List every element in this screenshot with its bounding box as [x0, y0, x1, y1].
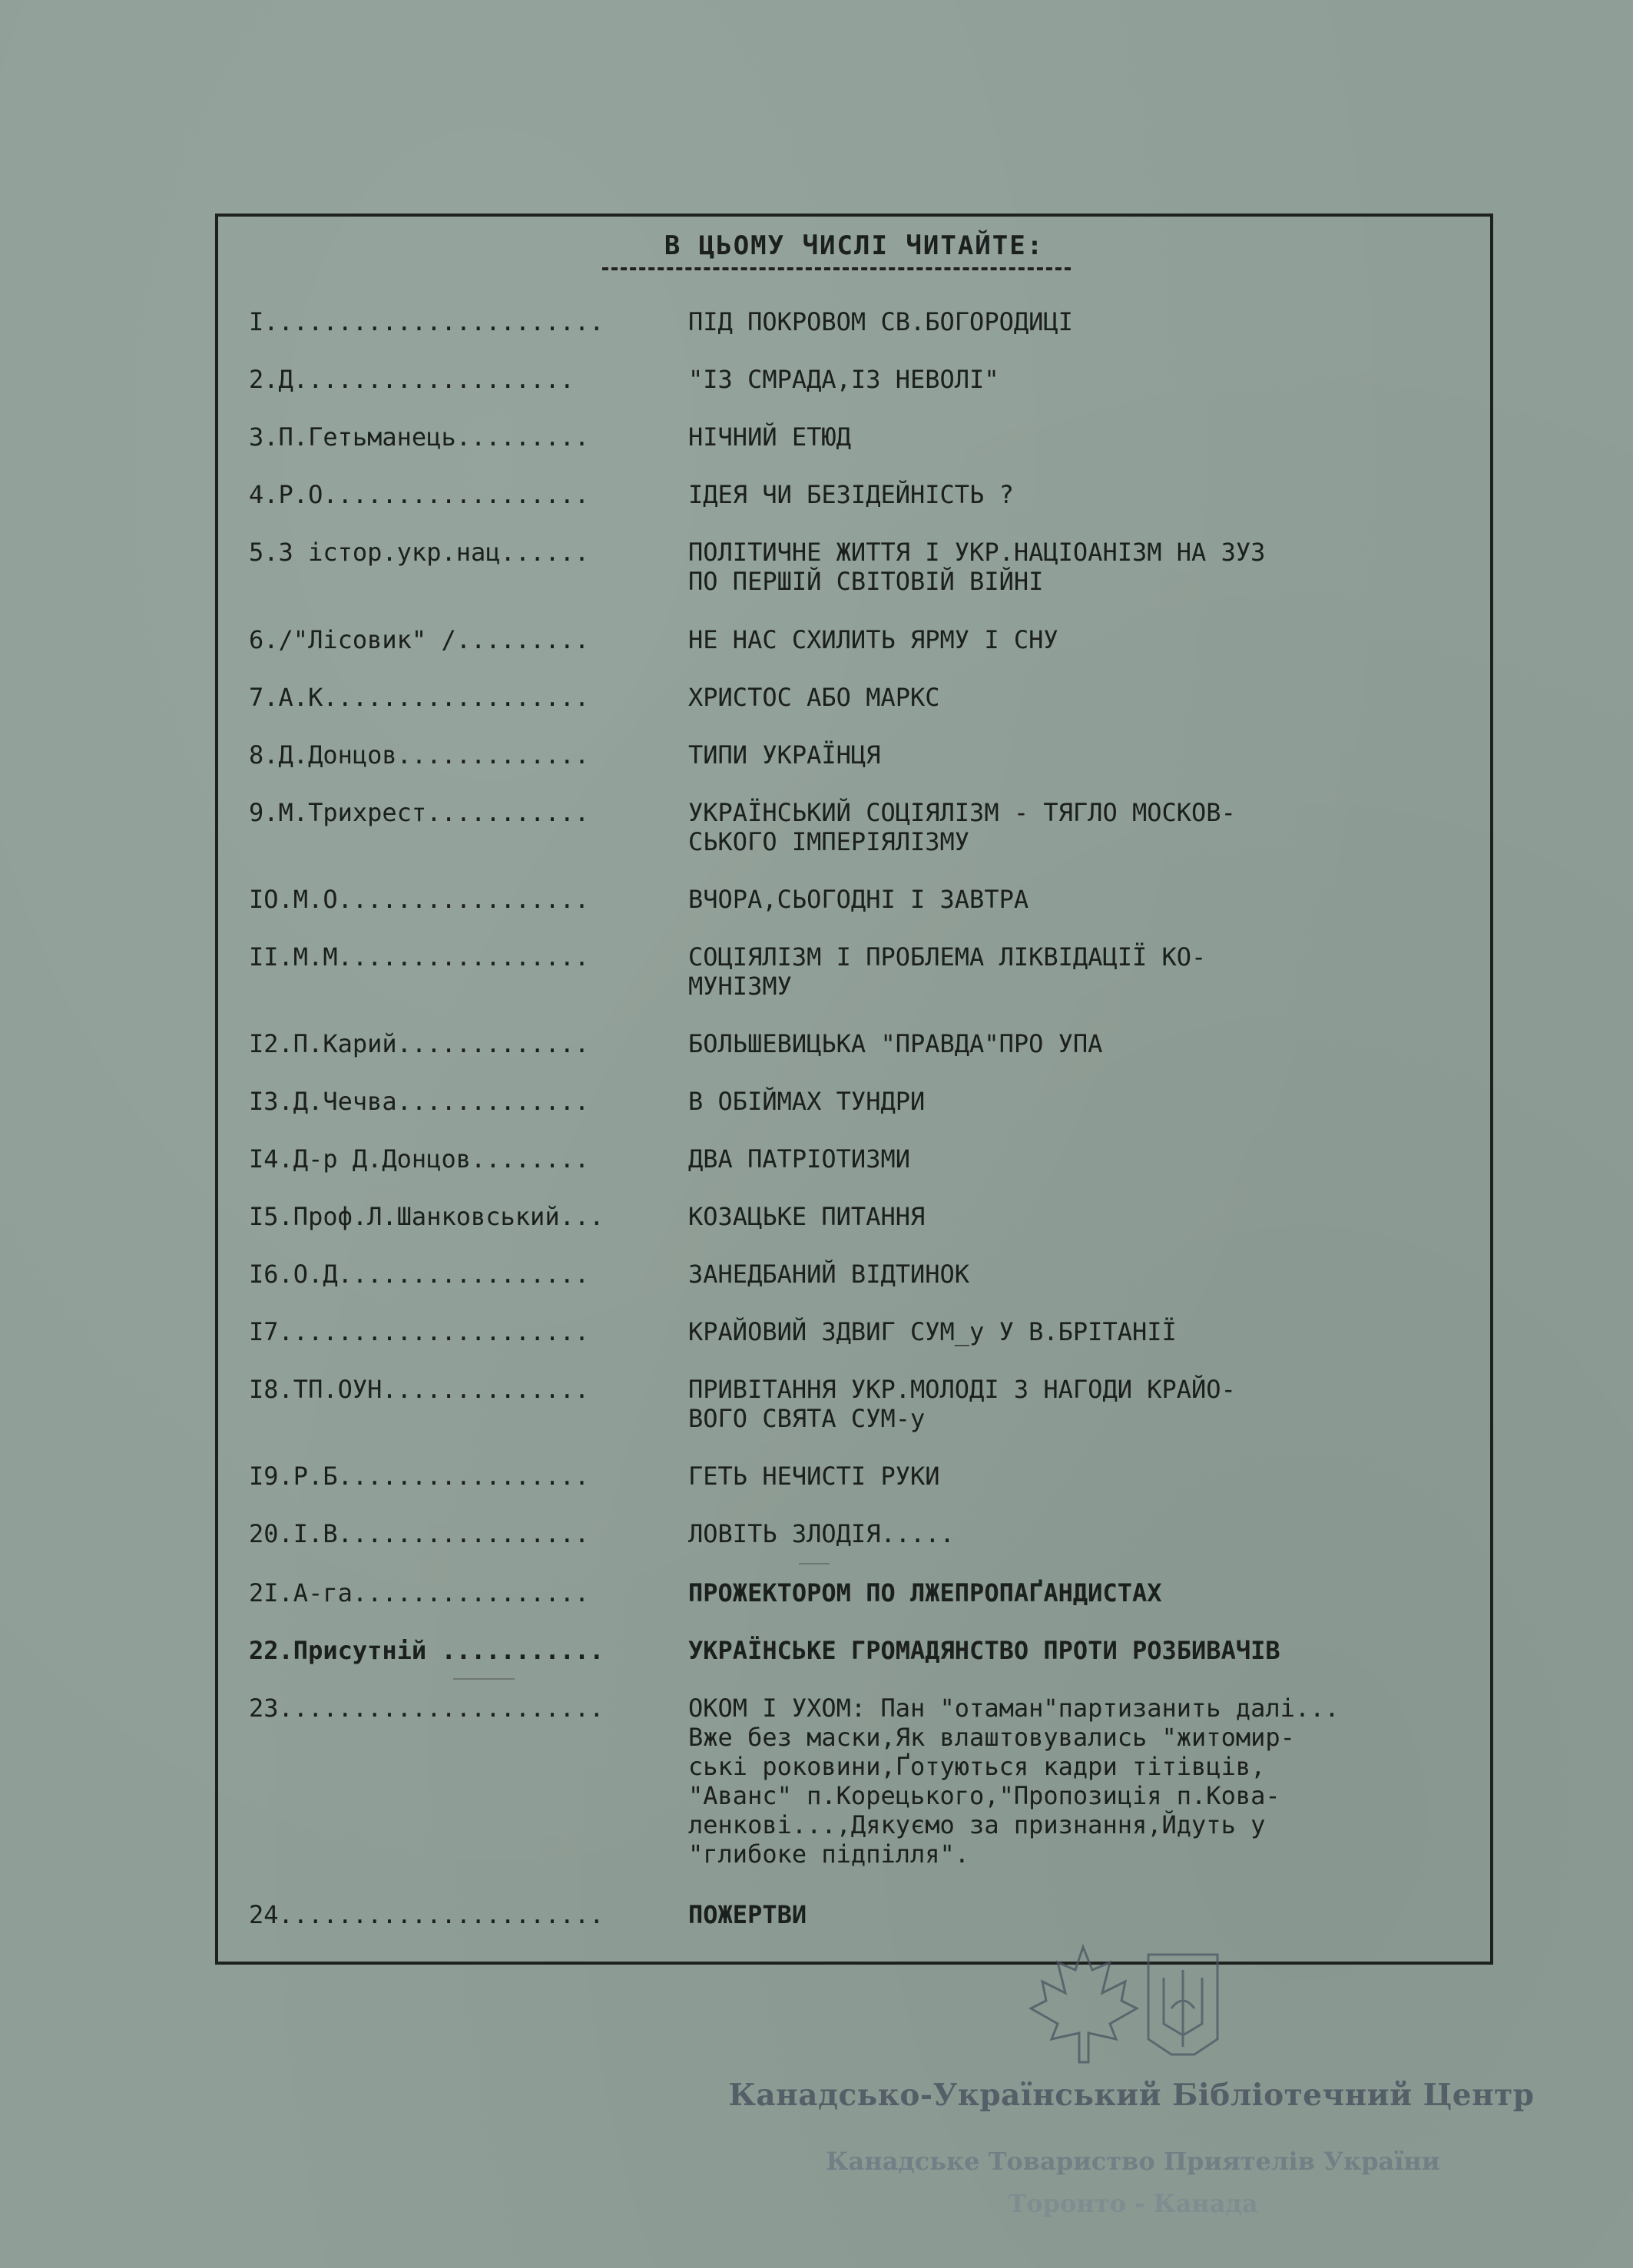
- toc-title: ПРОЖЕКТОРОМ ПО ЛЖЕПРОПАҐАНДИСТАХ: [688, 1578, 1162, 1607]
- toc-title: ПРИВІТАННЯ УКР.МОЛОДІ З НАГОДИ КРАЙО- ВОГО СВЯТА СУМ-у: [688, 1375, 1236, 1433]
- toc-title: ПОЛІТИЧНЕ ЖИТТЯ І УКР.НАЦІОАНІЗМ НА ЗУЗ ПО ПЕРШІЙ СВІТОВІЙ ВІЙНІ: [688, 538, 1266, 596]
- pencil-mark: [453, 1678, 515, 1680]
- toc-title: ІДЕЯ ЧИ БЕЗІДЕЙНІСТЬ ?: [688, 480, 1014, 509]
- toc-title: ОКОМ І УХОМ: Пан "отаман"партизанить далі... Вже без маски,Як влаштовувались "житомир- ські роковини,Ґотуються кадри тітівців, "Аванс" п.Корецького,"Пропозиція п.Кова- ленкові...,Дякуємо за признання,Йдуть у "глибоке підпілля".: [688, 1694, 1340, 1869]
- toc-author: 5.З істор.укр.нац......: [249, 538, 590, 567]
- toc-author: 6./"Лісовик" /.........: [249, 625, 590, 654]
- toc-author: 20.І.В.................: [249, 1519, 590, 1548]
- toc-author: 7.А.К..................: [249, 683, 590, 712]
- toc-author: I.......................: [249, 307, 605, 336]
- toc-title: ПІД ПОКРОВОМ СВ.БОГОРОДИЦІ: [688, 307, 1073, 336]
- toc-author: I7.....................: [249, 1317, 590, 1346]
- stamp-library-name: Канадсько-Український Бібліотечний Центр: [728, 2078, 1535, 2113]
- library-stamp-emblem: [1018, 1939, 1248, 2074]
- toc-author: I5.Проф.Л.Шанковський...: [249, 1202, 605, 1231]
- pencil-mark: [799, 1563, 830, 1564]
- toc-author: 2I.А-га................: [249, 1578, 590, 1607]
- stamp-location: Торонто - Канада: [1008, 2189, 1258, 2218]
- toc-author: 3.П.Гетьманець.........: [249, 422, 590, 452]
- contents-box: [215, 214, 1493, 1965]
- toc-author: 4.Р.О..................: [249, 480, 590, 509]
- toc-title: ПОЖЕРТВИ: [688, 1900, 807, 1929]
- toc-title: НІЧНИЙ ЕТЮД: [688, 422, 851, 452]
- toc-title: ДВА ПАТРІОТИЗМИ: [688, 1144, 910, 1174]
- toc-author: I3.Д.Чечва.............: [249, 1087, 590, 1116]
- toc-author: 23......................: [249, 1694, 605, 1723]
- contents-heading: В ЦЬОМУ ЧИСЛІ ЧИТАЙТЕ:: [664, 230, 1045, 261]
- toc-author: I9.Р.Б.................: [249, 1462, 590, 1491]
- toc-author: 24......................: [249, 1900, 605, 1929]
- toc-title: СОЦІЯЛІЗМ І ПРОБЛЕМА ЛІКВІДАЦІЇ КО- МУНІЗМУ: [688, 942, 1207, 1001]
- stamp-society-name: Канадське Товариство Приятелів України: [826, 2147, 1440, 2176]
- toc-author: I2.П.Карий.............: [249, 1029, 590, 1058]
- toc-title: КРАЙОВИЙ ЗДВИГ СУМ_у У В.БРІТАНІЇ: [688, 1317, 1177, 1346]
- toc-title: ЗАНЕДБАНИЙ ВІДТИНОК: [688, 1260, 970, 1289]
- toc-title: БОЛЬШЕВИЦЬКА "ПРАВДА"ПРО УПА: [688, 1029, 1103, 1058]
- toc-title: ТИПИ УКРАЇНЦЯ: [688, 740, 881, 770]
- maple-leaf-icon: [1031, 1947, 1137, 2062]
- toc-author: 2.Д...................: [249, 365, 575, 394]
- toc-author: IO.М.О.................: [249, 885, 590, 914]
- toc-author: I6.О.Д.................: [249, 1260, 590, 1289]
- toc-title: НЕ НАС СХИЛИТЬ ЯРМУ І СНУ: [688, 625, 1058, 654]
- toc-title: ГЕТЬ НЕЧИСТІ РУКИ: [688, 1462, 940, 1491]
- toc-title: ЛОВІТЬ ЗЛОДІЯ.....: [688, 1519, 955, 1548]
- toc-title: УКРАЇНСЬКИЙ СОЦІЯЛІЗМ - ТЯГЛО МОСКОВ- СЬКОГО ІМПЕРІЯЛІЗМУ: [688, 798, 1236, 856]
- toc-author: 8.Д.Донцов.............: [249, 740, 590, 770]
- toc-author: II.М.М.................: [249, 942, 590, 972]
- toc-title: ВЧОРА,СЬОГОДНІ І ЗАВТРА: [688, 885, 1029, 914]
- toc-author: 9.М.Трихрест...........: [249, 798, 590, 827]
- toc-title: УКРАЇНСЬКЕ ГРОМАДЯНСТВО ПРОТИ РОЗБИВАЧІВ: [688, 1636, 1280, 1665]
- toc-title: ХРИСТОС АБО МАРКС: [688, 683, 940, 712]
- toc-title: В ОБІЙМАХ ТУНДРИ: [688, 1087, 926, 1116]
- toc-author: I8.ТП.ОУН..............: [249, 1375, 590, 1404]
- toc-author: I4.Д-р Д.Донцов........: [249, 1144, 590, 1174]
- toc-title: КОЗАЦЬКЕ ПИТАННЯ: [688, 1202, 926, 1231]
- toc-title: "ІЗ СМРАДА,ІЗ НЕВОЛІ": [688, 365, 999, 394]
- table-of-contents: [218, 217, 1490, 1962]
- trident-icon: [1148, 1955, 1217, 2054]
- toc-author: 22.Присутній ...........: [249, 1636, 605, 1665]
